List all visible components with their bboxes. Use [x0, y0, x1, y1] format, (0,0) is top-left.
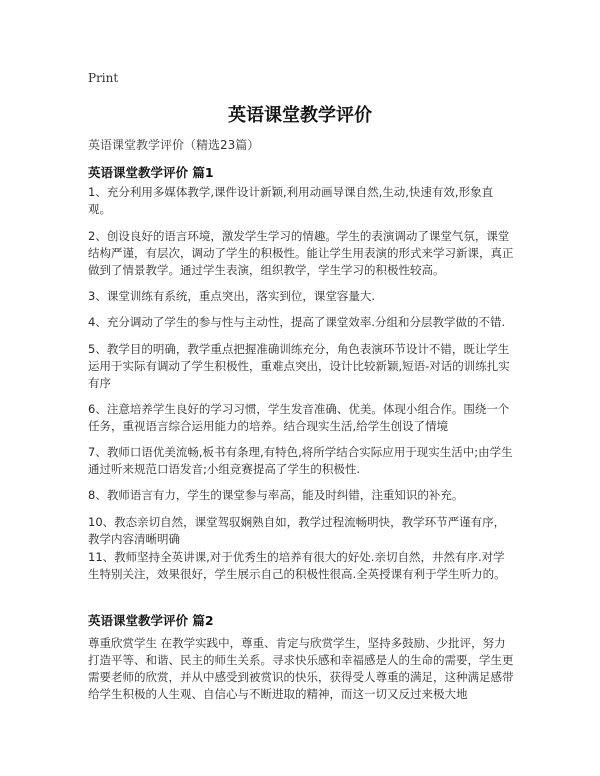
print-link[interactable]: Print: [88, 71, 119, 85]
page-title: 英语课堂教学评价: [228, 105, 372, 126]
document-subtitle: 英语课堂教学评价（精选23篇）: [88, 138, 260, 152]
paragraph-1-11: 11、教师坚持全英讲课,对于优秀生的培养有很大的好处.亲切自然，井然有序.对学生特别关注，效果很好，学生展示自己的积极性很高.全英授课有利于学生听力的。: [88, 550, 506, 581]
paragraph-1-7: 7、教师口语优美流畅,板书有条理,有特色,将所学结合实际应用于现实生活中;由学生通过听来规范口语发音;小组竞赛提高了学生的积极性.: [88, 445, 513, 476]
paragraph-1-8: 8、教师语言有力，学生的课堂参与率高，能及时纠错，注重知识的补充。: [88, 488, 464, 502]
section-heading-2: 英语课堂教学评价 篇2: [88, 613, 214, 628]
paragraph-1-4: 4、充分调动了学生的参与性与主动性，提高了课堂效率.分组和分层教学做的不错.: [88, 315, 506, 329]
section-heading-1: 英语课堂教学评价 篇1: [88, 165, 214, 180]
paragraph-1-1: 1、充分利用多媒体教学,课件设计新颖,利用动画导课自然,生动,快速有效,形象直观。: [88, 185, 494, 216]
paragraph-1-10: 10、教态亲切自然，课堂驾驭娴熟自如，教学过程流畅明快，教学环节严谨有序，教学内容清晰明确: [88, 515, 506, 546]
paragraph-1-5: 5、教学目的明确，教学重点把握准确训练充分，角色表演环节设计不错，既让学生运用于实际有调动了学生积极性，重难点突出，设计比较新颖,短语-对话的训练扎实有序: [88, 342, 510, 390]
paragraph-2-1: 尊重欣赏学生 在教学实践中，尊重、肯定与欣赏学生，坚持多鼓励、少批评，努力打造平等、和谐、民主的师生关系。寻求快乐感和幸福感是人的生命的需要，学生更需要老师的欣赏，并从中感受到被赏识的快乐，获得受人尊重的满足，这种满足感带给学生积极的人生观、自信心与不断进取的精神，而这一切又反过来极大地: [88, 636, 514, 701]
paragraph-1-3: 3、课堂训练有系统，重点突出，落实到位，课堂容量大.: [88, 289, 375, 303]
paragraph-1-6: 6、注意培养学生良好的学习习惯，学生发音准确、优美。体现小组合作。围绕一个任务，重视语言综合运用能力的培养。结合现实生活,给学生创设了情境: [88, 402, 510, 433]
paragraph-1-2: 2、创设良好的语言环境，激发学生学习的情趣。学生的表演调动了课堂气氛，课堂结构严谨，有层次，调动了学生的积极性。能让学生用表演的形式来学习新课，真正做到了情景教学。通过学生表演，组织教学，学生学习的积极性较高。: [88, 229, 514, 277]
